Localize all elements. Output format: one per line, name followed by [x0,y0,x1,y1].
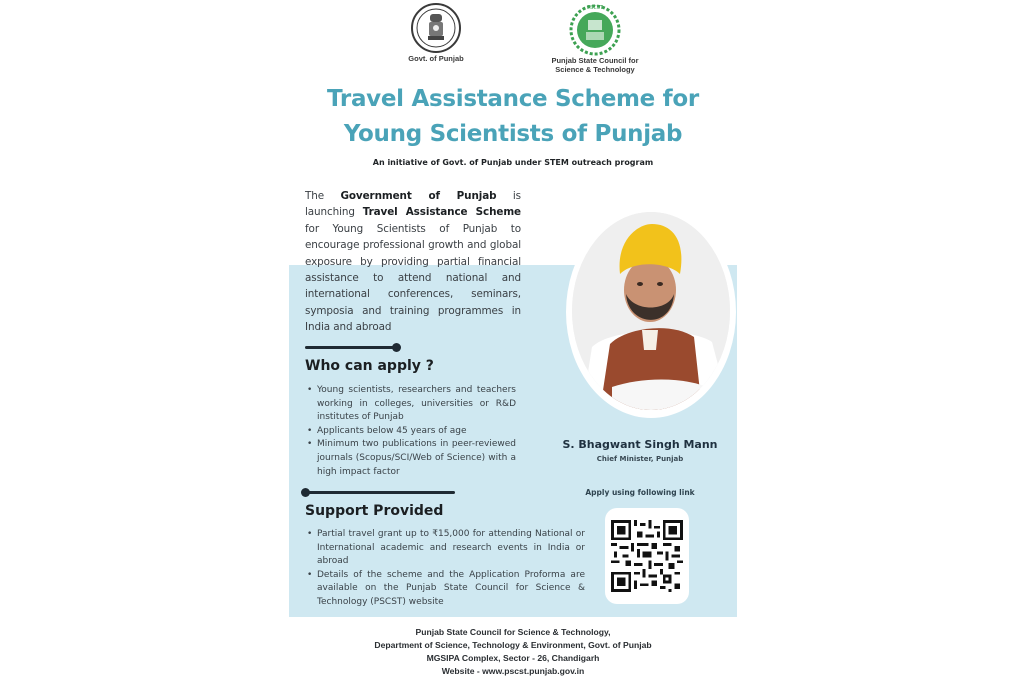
list-item: • Applicants below 45 years of age [305,425,516,439]
state-emblem-icon [410,2,462,54]
intro-paragraph [305,188,521,336]
support-list [305,528,585,610]
apply-label: Apply using following link [585,488,695,497]
page-title-line2: Young Scientists of Punjab [343,121,683,147]
list-item: • Details of the scheme and the Application Proforma are available on the Punjab State Council for Science & Technology (PSCST) website [305,569,585,610]
govt-punjab-caption: Govt. of Punjab [408,54,464,63]
svg-text:PSCST: PSCST [587,5,603,11]
who-can-apply-heading: Who can apply ? [305,358,434,374]
divider-line [305,491,455,494]
chief-minister-name: S. Bhagwant Singh Mann [562,438,718,451]
intro-text-2: is launching [305,190,521,219]
page-title-line1: Travel Assistance Scheme for [327,86,699,112]
pscst-caption-line2: Science & Technology [555,65,635,74]
intro-text-3: for Young Scientists of Punjab to encourage professional growth and global exposure by providing partial financial assistance to attend national and international conferences, seminars, symposia and training programmes in India and abroad [305,222,521,334]
divider-line [305,346,397,349]
intro-bold-government: Government of Punjab [340,190,497,202]
chief-minister-role: Chief Minister, Punjab [596,455,684,463]
pscst-logo-icon [568,2,622,56]
chief-minister-portrait [572,212,730,410]
intro-bold-scheme: Travel Assistance Scheme [362,206,521,219]
list-item: • Partial travel grant up to ₹15,000 for attending National or International academic and research events in India or abroad [305,528,585,569]
eligibility-list [305,384,516,479]
support-heading: Support Provided [305,503,444,519]
pscst-caption-line1: Punjab State Council for [551,56,639,65]
intro-text-1: The [305,190,341,202]
list-item: • Young scientists, researchers and teachers working in colleges, universities or R&D institutes of Punjab [305,384,516,425]
footer-website[interactable]: Website - www.pscst.punjab.gov.in [441,666,585,676]
pscst-logo [540,2,650,74]
subtitle: An initiative of Govt. of Punjab under STEM outreach program [372,158,654,167]
footer-address [289,626,737,678]
govt-punjab-logo [400,2,472,63]
footer-line3: MGSIPA Complex, Sector - 26, Chandigarh [426,653,600,663]
qr-code-icon[interactable] [611,516,683,596]
footer-line1: Punjab State Council for Science & Technology, [415,627,611,637]
footer-line2: Department of Science, Technology & Environment, Govt. of Punjab [374,640,652,650]
list-item: • Minimum two publications in peer-reviewed journals (Scopus/SCI/Web of Science) with a high impact factor [305,438,516,479]
divider-dot [392,343,401,352]
qr-code-card[interactable] [605,508,689,604]
